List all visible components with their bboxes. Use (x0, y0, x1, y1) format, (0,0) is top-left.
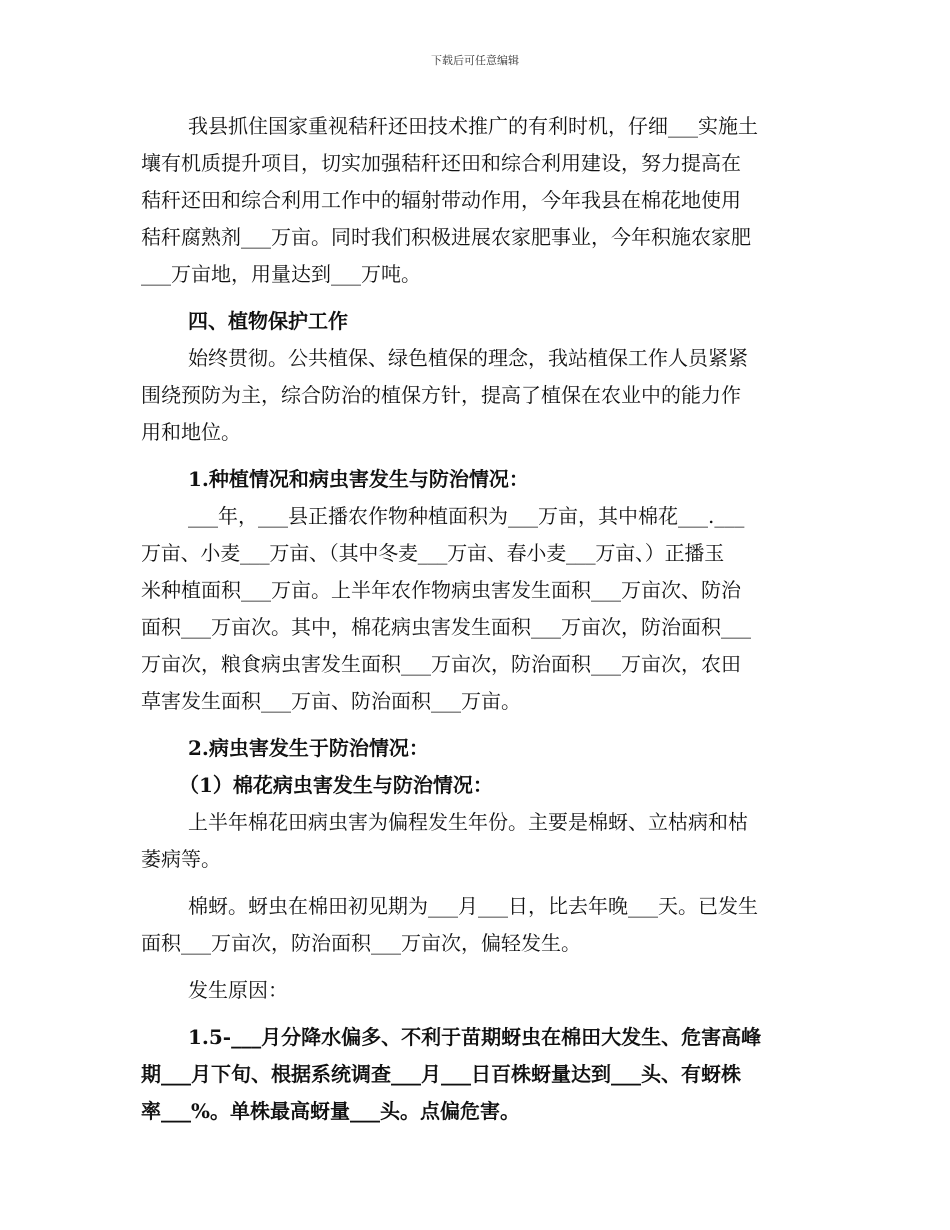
paragraph-line: 棉蚜。蚜虫在棉田初见期为___月___日，比去年晚___天。已发生 (188, 894, 758, 918)
paragraph-line: 我县抓住国家重视秸秆还田技术推广的有利时机，仔细___实施土 (188, 114, 758, 138)
paragraph-line: 上半年棉花田病虫害为偏程发生年份。主要是棉蚜、立枯病和枯 (188, 810, 748, 834)
section-heading-plant-protection: 四、植物保护工作 (188, 309, 348, 333)
paragraph-line: 萎病等。 (141, 847, 221, 871)
paragraph-line: 发生原因： (188, 978, 288, 1002)
paragraph-line: ___万亩地，用量达到___万吨。 (141, 262, 421, 286)
paragraph-line: 面积___万亩次，防治面积___万亩次，偏轻发生。 (141, 931, 581, 955)
paragraph-line: 面积___万亩次。其中，棉花病虫害发生面积___万亩次，防治面积___ (141, 615, 751, 639)
page-header-note: 下载后可任意编辑 (431, 54, 519, 67)
paragraph-line: 秸秆腐熟剂___万亩。同时我们积极进展农家肥事业，今年积施农家肥 (141, 225, 751, 249)
paragraph-line: 秸秆还田和综合利用工作中的辐射带动作用，今年我县在棉花地使用 (141, 188, 741, 212)
paragraph-line: 米种植面积___万亩。上半年农作物病虫害发生面积___万亩次、防治 (141, 578, 741, 602)
paragraph-line: ___年，___县正播农作物种植面积为___万亩，其中棉花___.___ (188, 504, 745, 528)
paragraph-line: 草害发生面积___万亩、防治面积___万亩。 (141, 689, 521, 713)
paragraph-line-bold: 期___月下旬、根据系统调查___月___日百株蚜量达到___头、有蚜株 (141, 1062, 741, 1086)
paragraph-line: 万亩、小麦___万亩、（其中冬麦___万亩、春小麦___万亩、）正播玉 (141, 541, 724, 565)
paragraph-line: 壤有机质提升项目，切实加强秸秆还田和综合利用建设，努力提高在 (141, 151, 741, 175)
subheading-planting-and-pests: 1.种植情况和病虫害发生与防治情况： (188, 467, 529, 491)
paragraph-line-bold: 1.5-___月分降水偏多、不利于苗期蚜虫在棉田大发生、危害高峰 (188, 1025, 762, 1049)
paragraph-line-bold: 率___%。单株最高蚜量___头。点偏危害。 (141, 1099, 521, 1123)
paragraph-line: 万亩次，粮食病虫害发生面积___万亩次，防治面积___万亩次，农田 (141, 652, 741, 676)
document-body (141, 108, 811, 1130)
paragraph-line: 用和地位。 (141, 420, 241, 444)
paragraph-line: 始终贯彻。公共植保、绿色植保的理念，我站植保工作人员紧紧 (188, 346, 748, 370)
subheading-cotton-pests: （1）棉花病虫害发生与防治情况： (179, 773, 493, 797)
subheading-pest-control: 2.病虫害发生于防治情况： (188, 736, 429, 760)
paragraph-line: 围绕预防为主，综合防治的植保方针，提高了植保在农业中的能力作 (141, 383, 741, 407)
